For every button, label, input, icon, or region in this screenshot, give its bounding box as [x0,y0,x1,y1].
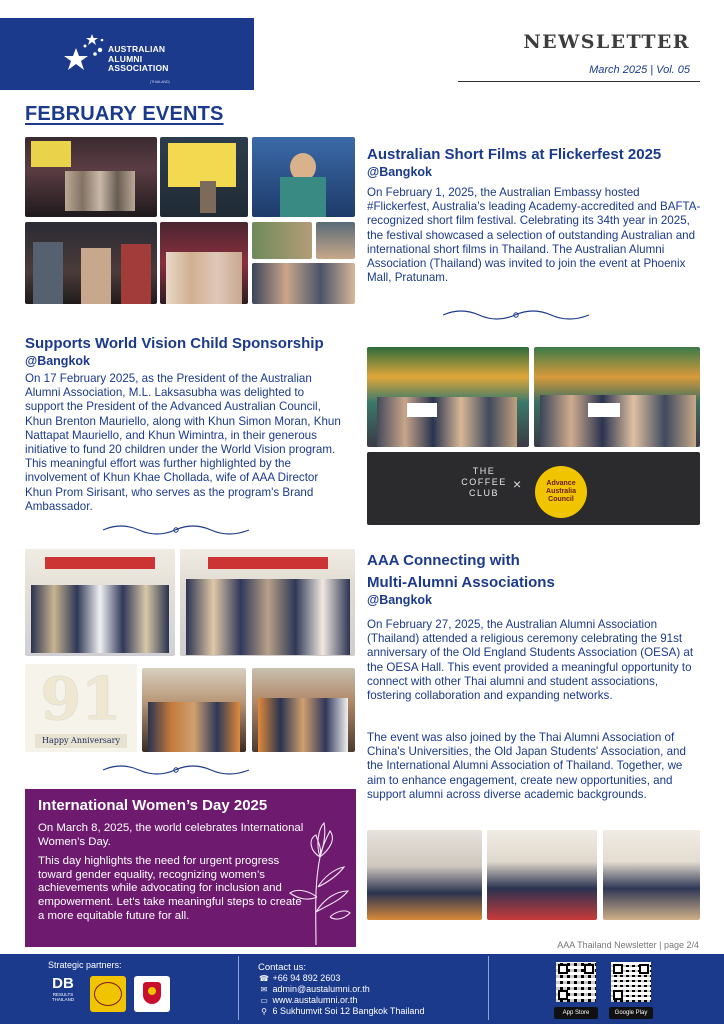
contact-phone[interactable]: ☎ +66 94 892 2603 [259,973,341,983]
phone-icon: ☎ [259,974,269,983]
db-results-logo: DB RESULTS THAILAND [51,975,75,1002]
event-3-title-line-1: AAA Connecting with [367,552,520,569]
location-pin-icon: ⚲ [261,1007,267,1016]
newsletter-title: NEWSLETTER [523,31,690,53]
photo-flickerfest-banner [160,137,248,217]
swirl-divider-icon [101,524,251,536]
page-label: AAA Thailand Newsletter | page 2/4 [557,940,699,950]
photo-flickerfest-group [25,137,157,217]
flower-line-art-icon [286,817,352,945]
womens-day-paragraph-1: On March 8, 2025, the world celebrates International Women’s Day. [38,822,304,848]
photo-world-vision-group-2 [534,347,700,447]
aac-logo-text: Council [548,496,574,503]
contact-email[interactable]: ✉ admin@austalumni.or.th [258,984,370,994]
section-title: FEBRUARY EVENTS [25,103,224,125]
photo-oesa-flowers [487,830,597,920]
photo-oesa-monks [367,830,482,920]
partners-label: Strategic partners: [48,960,122,970]
photo-oesa-group-2 [180,549,355,656]
womens-day-title: International Women’s Day 2025 [38,797,268,814]
photo-world-vision-group-1 [367,347,529,447]
event-2-body: On 17 February 2025, as the President of the Australian Alumni Association, M.L. Laksasubha was delighted to support the President of the Advanced Australian Council, Khun Brenton Mauriello, along with Khun Simon Moran, Khun Nattapat Mauriello, and Khun Wimintra, in their generous initiative to fund 20 children under the World Vision program. This meaningful effort was further highlighted by the involvement of Khun Khae Chollada, wife of AAA Director Khun Prom Sirisant, who serves as the program's Brand Ambassador. [25,372,341,513]
photo-oesa-ceremony-1 [142,668,246,752]
womens-day-body [38,822,308,923]
photo-flickerfest-ladies [160,222,248,304]
footer-separator [488,956,489,1020]
stars-logo-icon [62,28,106,74]
contact-address: ⚲ 6 Sukhumvit Soi 12 Bangkok Thailand [258,1006,424,1016]
event-3-title [367,551,555,592]
coffee-club-label: THE [472,466,496,476]
issue-date: March 2025 | Vol. 05 [589,64,690,76]
aac-logo-text: Australia [546,488,576,495]
header-divider [458,81,700,82]
event-2-location: @Bangkok [25,354,90,368]
contact-website[interactable]: ▭ www.austalumni.or.th [258,995,358,1005]
event-3-body-1: On February 27, 2025, the Australian Alumni Association (Thailand) attended a religious ceremony celebrating the 91st anniversary of the Old England Students Association (OESA) at the OESA Hall. This event provided a meaningful opportunity to connect with other Thai alumni and student associations, fostering collaboration and expanding networks. [367,618,694,703]
app-store-badge[interactable]: App Store [554,1007,598,1019]
footer-separator [238,956,239,1020]
swirl-divider-icon [441,309,591,321]
google-play-badge[interactable]: Google Play [609,1007,653,1019]
org-subtitle: (THAILAND) [150,80,170,84]
photo-anniversary-cake [25,664,137,752]
womens-day-panel [25,789,356,947]
email-icon: ✉ [260,985,268,994]
event-1-location: @Bangkok [367,165,432,179]
qr-code-app-store[interactable] [556,962,596,1002]
photo-flickerfest-selfie-3 [252,263,355,304]
event-1-title: Australian Short Films at Flickerfest 2025 [367,146,662,163]
org-name: AUSTRALIAN ALUMNI ASSOCIATION [108,44,169,73]
anniversary-number: 91 [40,665,122,733]
swirl-divider-icon [101,764,251,776]
photo-flickerfest-speaker [252,137,355,217]
event-1-body: On February 1, 2025, the Australian Embassy hosted #Flickerfest, Australia’s leading Academy-accredited and BAFTA-recognized short film festival. Celebrating its 34th year in 2025, the festival showcased a selection of outstanding Australian and international short films in Thailand. The Australian Alumni Association (Thailand) was invited to join the event at Phoenix Mall, Pratunam. [367,186,701,285]
event-3-location: @Bangkok [367,593,432,607]
monitor-icon: ▭ [260,996,268,1005]
photo-coffee-club-sign: THE COFFEE CLUB × Advance Australia Council [367,452,700,525]
womens-day-paragraph-2: This day highlights the need for urgent progress toward gender equality, recognizing women’s achievements while advocating for inclusion and empowerment. Let's take meaningful steps to create a more equitable future for all. [38,855,302,922]
coffee-club-label: COFFEE [461,477,507,487]
qr-code-google-play[interactable] [611,962,651,1002]
event-2-title: Supports World Vision Child Sponsorship [25,335,324,352]
photo-oesa-group-1 [25,549,175,656]
photo-oesa-gift [603,830,700,920]
event-3-body-2: The event was also joined by the Thai Alumni Association of China's Universities, the Old Japan Students' Association, and the International Alumni Association of Thailand. Together, we aim to enhance engagement, create new opportunities, and support alumni across diverse academic backgrounds. [367,731,686,801]
footer [0,954,724,1024]
partner-crest-logo [134,976,170,1012]
anniversary-caption: Happy Anniversary [35,734,127,748]
aac-logo-text: Advance [546,480,576,487]
advance-australia-council-logo [90,976,126,1012]
photo-oesa-ceremony-2 [252,668,355,752]
event-3-title-line-2: Multi-Alumni Associations [367,574,555,591]
contact-label: Contact us: [258,962,307,973]
photo-flickerfest-selfie-1 [252,222,312,259]
photo-flickerfest-audience [25,222,157,304]
coffee-club-label: CLUB [468,488,499,498]
photo-flickerfest-selfie-2 [316,222,355,259]
